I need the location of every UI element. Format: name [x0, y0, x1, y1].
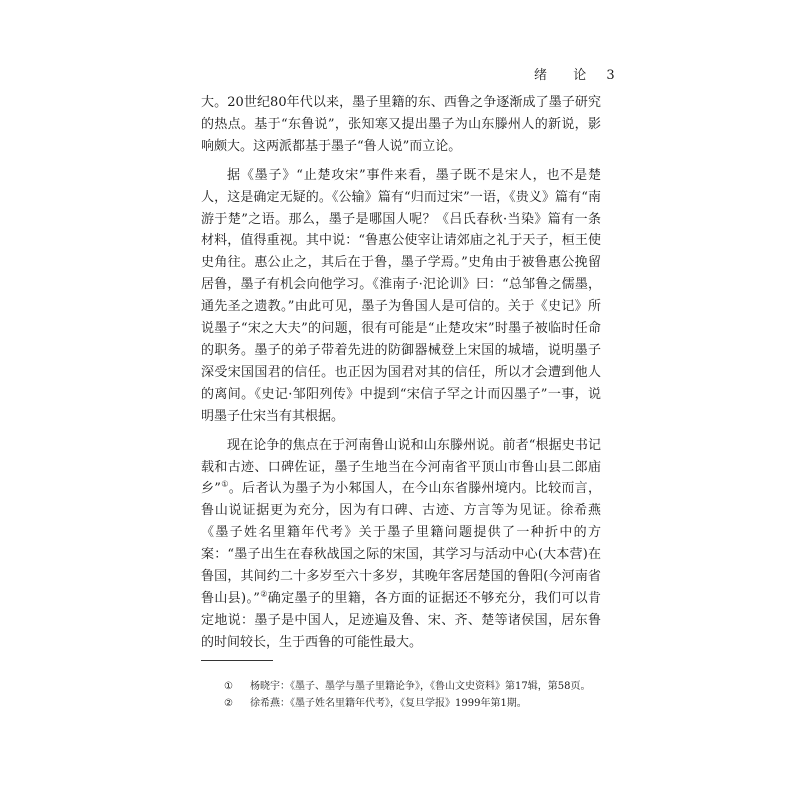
paragraph-3: [201, 435, 601, 654]
footnote-text: 杨晓宇：《墨子、墨学与墨子里籍论争》，《鲁山文史资料》第17辑，第58页。: [250, 681, 591, 692]
page-number: 3: [606, 68, 621, 83]
footnotes: [224, 678, 594, 712]
paragraph-2: 据《墨子》“止楚攻宋”事件来看，墨子既不是宋人，也不是楚人，这是确定无疑的。《公输》篇有“归而过宋”一语，《贵义》篇有“南游于楚”之语。那么，墨子是哪国人呢？《吕氏春秋·当染》篇有一条材料，值得重视。其中说：“鲁惠公使宰让请郊庙之礼于天子，桓王使史角往。惠公止之，其后在于鲁，墨子学焉。”史角由于被鲁惠公挽留居鲁，墨子有机会向他学习。《淮南子·汜论训》曰：“总邹鲁之儒墨，通先圣之遗教。”由此可见，墨子为鲁国人是可信的。关于《史记》所说墨子“宋之大夫”的问题，很有可能是“止楚攻宋”时墨子被临时任命的职务。墨子的弟子带着先进的防御器械登上宋国的城墙，说明墨子深受宋国国君的信任。也正因为国君对其的信任，所以才会遭到他人的离间。《史记·邹阳列传》中提到“宋信子罕之计而囚墨子”一事，说明墨子仕宋当有其根据。: [201, 167, 601, 424]
footnote-text: 徐希燕：《墨子姓名里籍年代考》，《复旦学报》1999年第1期。: [250, 698, 527, 709]
footnote-ref-2[interactable]: ②: [259, 589, 268, 599]
paragraph-3-part-3: 确定墨子的里籍，各方面的证据还不够充分，我们可以肯定地说：墨子是中国人，足迹遍及鲁、宋、齐、楚等诸侯国，居东鲁的时间较长，生于西鲁的可能性最大。: [201, 590, 601, 650]
paragraph-1: 大。20世纪80年代以来，墨子里籍的东、西鲁之争逐渐成了墨子研究的热点。基于“东鲁说”，张知寒又提出墨子为山东滕州人的新说，影响颇大。这两派都基于墨子“鲁人说”而立论。: [201, 95, 601, 154]
paragraph-3-part-2: 。后者认为墨子为小邾国人，在今山东省滕州境内。比较而言，鲁山说证据更为充分，因为有口碑、古迹、方言等为见证。徐希燕《墨子姓名里籍年代考》关于墨子里籍问题提供了一种折中的方案：“墨子出生在春秋战国之际的宋国，其学习与活动中心(大本营)在鲁国，其间约二十多岁至六十多岁，其晚年客居楚国的鲁阳(今河南省鲁山县)。”: [201, 481, 601, 606]
footnote-2: [224, 695, 594, 712]
footnote-mark: ②: [224, 698, 233, 709]
chapter-title: 绪 论: [534, 68, 593, 83]
footnote-1: [224, 678, 594, 695]
running-header: [534, 64, 621, 83]
footnote-ref-1[interactable]: ①: [220, 480, 229, 490]
body-text: [201, 92, 601, 654]
paragraph-3-part-1: 现在论争的焦点在于河南鲁山说和山东滕州说。前者“根据史书记载和古迹、口碑佐证，墨子生地当在今河南省平顶山市鲁山县二郎庙乡”: [201, 437, 601, 497]
footnote-divider: [201, 660, 273, 661]
footnote-mark: ①: [224, 681, 233, 692]
